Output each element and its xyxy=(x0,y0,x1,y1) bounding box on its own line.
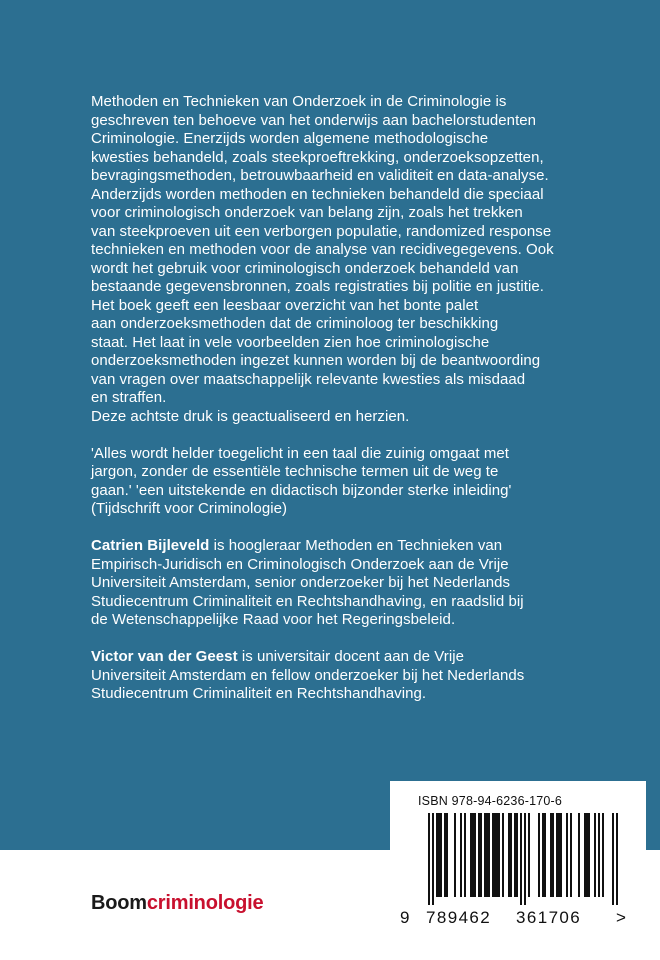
description-line: Criminologie. Enerzijds worden algemene methodologische xyxy=(91,130,489,147)
description-paragraph xyxy=(91,93,631,426)
barcode-bar xyxy=(598,813,600,897)
logo-criminologie-text: criminologie xyxy=(146,892,264,914)
quote-source: (Tijdschrift voor Criminologie) xyxy=(91,500,288,517)
description-line: technieken en methoden voor de analyse van recidivegegevens. Ook xyxy=(91,241,554,258)
bio-line: Universiteit Amsterdam en fellow onderzoeker bij het Nederlands xyxy=(91,666,525,684)
barcode-bar xyxy=(612,813,614,905)
description-line: bevragingsmethoden, betrouwbaarheid en validiteit en data-analyse. xyxy=(91,167,549,184)
barcode-bar xyxy=(616,813,618,905)
description-line: geschreven ten behoeve van het onderwijs aan bachelorstudenten xyxy=(91,111,537,129)
barcode-bar xyxy=(594,813,596,897)
description-line: van steekproeven uit een verborgen populatie, randomized response xyxy=(91,222,552,240)
barcode-bar xyxy=(550,813,554,897)
barcode-bar xyxy=(584,813,590,897)
logo-boom-text: Boom xyxy=(91,892,147,914)
barcode-bar xyxy=(528,813,530,897)
barcode-bar xyxy=(454,813,456,897)
isbn-label: ISBN 978-94-6236-170-6 xyxy=(418,794,563,808)
barcode-bar xyxy=(542,813,546,897)
review-quote xyxy=(91,445,631,519)
barcode-bar xyxy=(514,813,518,897)
author-name-1: Catrien Bijleveld xyxy=(91,537,210,554)
barcode-bar xyxy=(432,813,434,905)
quote-line: jargon, zonder de essentiële technische termen uit de weg te xyxy=(91,463,499,480)
bio-line: is universitair docent aan de Vrije xyxy=(237,648,464,665)
barcode-bar xyxy=(578,813,580,897)
barcode-bar xyxy=(566,813,568,897)
barcode-bar xyxy=(538,813,540,897)
barcode-bar xyxy=(444,813,448,897)
description-line: kwesties behandeld, zoals steekproeftrekking, onderzoeksopzetten, xyxy=(91,148,544,166)
barcode-group-1: 789462 xyxy=(426,908,492,927)
bio-line: Empirisch-Juridisch en Criminologisch Onderzoek aan de Vrije xyxy=(91,555,509,573)
description-line: bestaande gegevensbronnen, zoals registraties bij politie en justitie. xyxy=(91,278,544,295)
barcode-bar xyxy=(524,813,526,905)
barcode-bar xyxy=(502,813,504,897)
author-bio-1 xyxy=(91,537,631,630)
barcode-bar xyxy=(478,813,482,897)
author-bio-2 xyxy=(91,648,631,704)
description-line: Anderzijds worden methoden en technieken behandeld die speciaal xyxy=(91,185,544,203)
description-line: aan onderzoeksmethoden dat de criminoloog ter beschikking xyxy=(91,315,499,332)
description-line: en straffen. xyxy=(91,389,167,406)
barcode-bar xyxy=(428,813,430,905)
barcode-bar xyxy=(520,813,522,905)
barcode-bar xyxy=(492,813,500,897)
quote-line: gaan.' 'een uitstekende en didactisch bijzonder sterke inleiding' xyxy=(91,481,512,499)
barcode-bar xyxy=(602,813,604,897)
publisher-logo xyxy=(91,892,263,915)
barcode-bar xyxy=(436,813,442,897)
description-line: onderzoeksmethoden ingezet kunnen worden bij de beantwoording xyxy=(91,352,541,369)
barcode-bar xyxy=(460,813,462,897)
barcode-bar xyxy=(556,813,562,897)
barcode-group-2: 361706 xyxy=(516,908,582,927)
barcode-bar xyxy=(484,813,490,897)
description-line: Het boek geeft een leesbaar overzicht van het bonte palet xyxy=(91,296,479,314)
barcode-bar xyxy=(464,813,466,897)
barcode-quiet-marker: > xyxy=(616,908,626,927)
description-line: staat. Het laat in vele voorbeelden zien hoe criminologische xyxy=(91,333,490,351)
quote-line: 'Alles wordt helder toegelicht in een taal die zuinig omgaat met xyxy=(91,444,509,462)
barcode-bar xyxy=(470,813,476,897)
barcode-bar xyxy=(508,813,512,897)
author-name-2: Victor van der Geest xyxy=(91,648,238,665)
bio-line: Universiteit Amsterdam, senior onderzoeker bij het Nederlands xyxy=(91,574,511,591)
bio-line: de Wetenschappelijke Raad voor het Regeringsbeleid. xyxy=(91,611,456,628)
bio-line: Studiecentrum Criminaliteit en Rechtshandhaving. xyxy=(91,685,427,702)
description-line: Deze achtste druk is geactualiseerd en herzien. xyxy=(91,407,410,425)
barcode-bars xyxy=(418,813,628,907)
barcode-first-digit: 9 xyxy=(400,908,410,927)
cover-text xyxy=(91,93,631,704)
description-line: van vragen over maatschappelijk relevante kwesties als misdaad xyxy=(91,370,526,388)
description-line: wordt het gebruik voor criminologisch onderzoek behandeld van xyxy=(91,259,519,277)
bio-line: Studiecentrum Criminaliteit en Rechtshandhaving, en raadslid bij xyxy=(91,592,524,610)
description-line: Methoden en Technieken van Onderzoek in de Criminologie is xyxy=(91,93,507,110)
barcode-bar xyxy=(570,813,572,897)
description-line: voor criminologisch onderzoek van belang zijn, zoals het trekken xyxy=(91,204,523,221)
bio-line: is hoogleraar Methoden en Technieken van xyxy=(209,537,503,554)
